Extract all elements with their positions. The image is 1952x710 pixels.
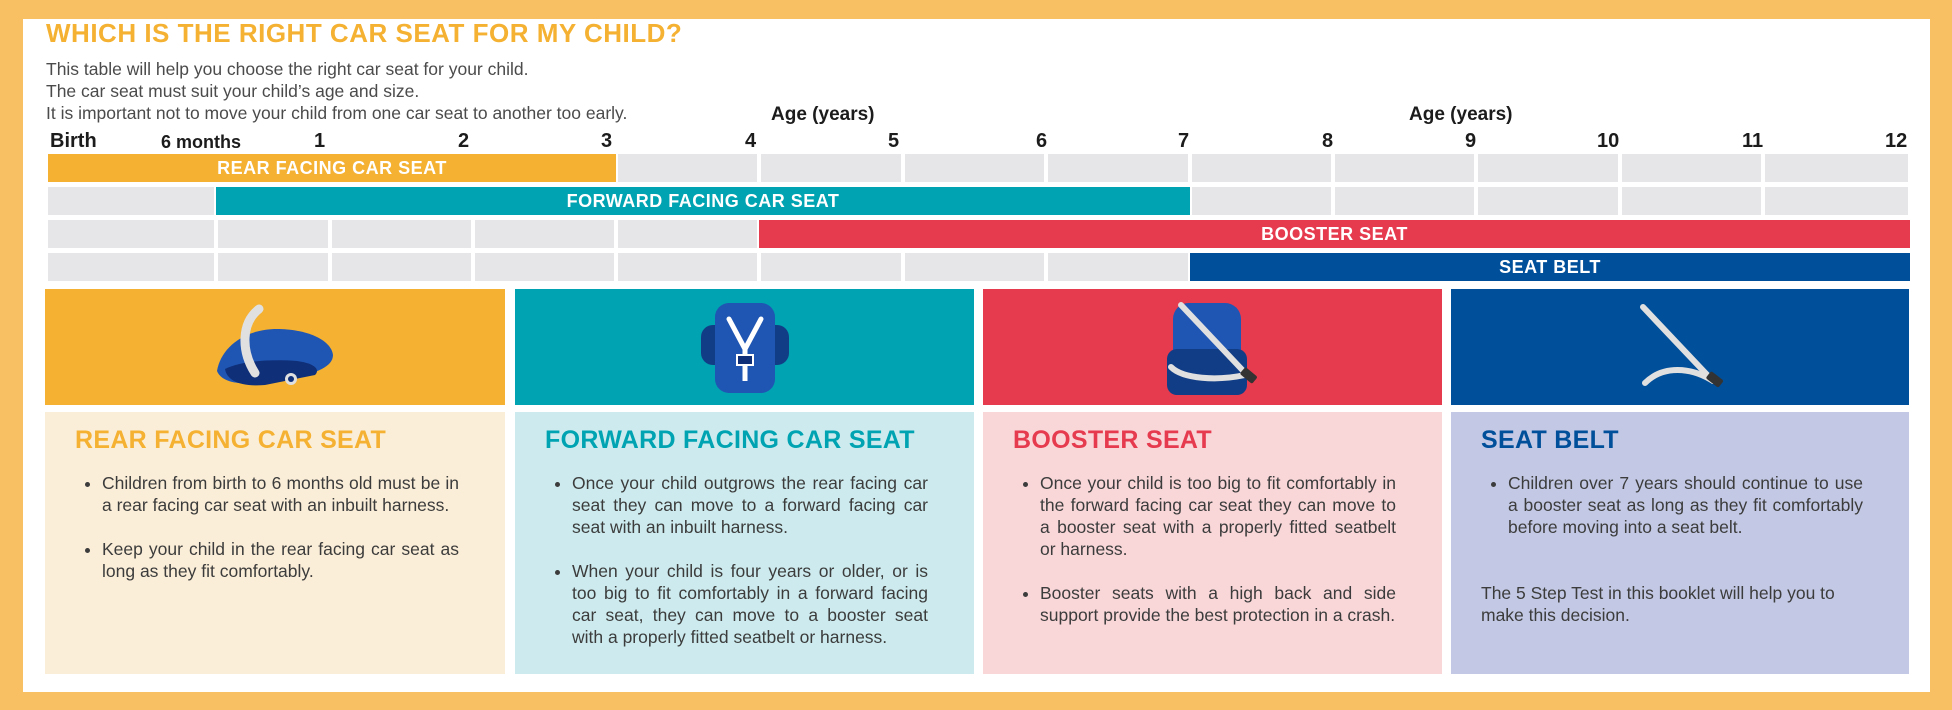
bullet-item: • Children from birth to 6 months old must be in a rear facing car seat with an inbuilt harness.	[102, 472, 459, 516]
timeline-empty-cell	[1335, 154, 1474, 182]
timeline-bar-booster: BOOSTER SEAT	[759, 220, 1910, 248]
booster-info-box	[983, 412, 1442, 674]
age-tick: 8	[1322, 130, 1334, 152]
forward-facing-seat-icon	[515, 289, 974, 405]
age-tick: 1	[314, 130, 326, 152]
intro-line: It is important not to move your child from one car seat to another too early.	[46, 103, 628, 123]
rear-facing-info-box	[45, 412, 505, 674]
timeline-empty-cell	[218, 220, 328, 248]
timeline-bar-forward-facing: FORWARD FACING CAR SEAT	[216, 187, 1190, 215]
timeline-bar-rear-facing: REAR FACING CAR SEAT	[48, 154, 616, 182]
timeline-empty-cell	[1765, 187, 1908, 215]
forward-facing-bullets	[545, 472, 928, 670]
timeline-empty-cell	[618, 253, 757, 281]
seat-belt-heading: SEAT BELT	[1481, 426, 1619, 454]
timeline-empty-cell	[48, 220, 214, 248]
timeline-bar-seat-belt: SEAT BELT	[1190, 253, 1910, 281]
timeline-empty-cell	[1622, 187, 1761, 215]
age-tick: Birth	[50, 130, 97, 152]
bullet-item: • Once your child outgrows the rear facing car seat they can move to a forward facing car seat with an inbuilt harness.	[572, 472, 928, 538]
rear-facing-heading: REAR FACING CAR SEAT	[75, 426, 387, 454]
booster-seat-icon	[983, 289, 1442, 405]
age-tick: 12	[1885, 130, 1908, 152]
age-tick: 6	[1036, 130, 1048, 152]
rear-facing-icon-band	[45, 289, 505, 405]
forward-facing-icon-band	[515, 289, 974, 405]
timeline-row-rear	[48, 154, 1910, 182]
bullet-item: • Booster seats with a high back and side support provide the best protection in a crash.	[1040, 582, 1396, 626]
intro-line: The car seat must suit your child’s age and size.	[46, 81, 420, 101]
timeline-row-booster	[48, 220, 1910, 248]
timeline-empty-cell	[1192, 154, 1331, 182]
intro-text	[46, 58, 627, 124]
timeline-empty-cell	[761, 154, 901, 182]
bullet-item: • When your child is four years or older, or is too big to fit comfortably in a forward facing car seat, they can move to a booster seat with a properly fitted seatbelt or harness.	[572, 560, 928, 648]
timeline-empty-cell	[1478, 187, 1618, 215]
timeline-empty-cell	[332, 220, 471, 248]
booster-icon-band	[983, 289, 1442, 405]
timeline-empty-cell	[1192, 187, 1331, 215]
age-tick: 11	[1742, 130, 1764, 152]
timeline-empty-cell	[48, 253, 214, 281]
seat-belt-icon-band	[1451, 289, 1909, 405]
age-tick: 2	[458, 130, 470, 152]
timeline-empty-cell	[475, 253, 614, 281]
timeline-empty-cell	[1335, 187, 1474, 215]
intro-line: This table will help you choose the right car seat for your child.	[46, 59, 529, 79]
timeline-empty-cell	[475, 220, 614, 248]
timeline-empty-cell	[1765, 154, 1908, 182]
seat-belt-info-box	[1451, 412, 1909, 674]
axis-title-left: Age (years)	[771, 104, 875, 125]
forward-facing-heading: FORWARD FACING CAR SEAT	[545, 426, 915, 454]
bullet-item: • Once your child is too big to fit comfortably in the forward facing car seat they can move to a booster seat with a properly fitted seatbelt or harness.	[1040, 472, 1396, 560]
timeline-empty-cell	[1048, 154, 1188, 182]
timeline-empty-cell	[905, 253, 1044, 281]
timeline-empty-cell	[332, 253, 471, 281]
timeline-empty-cell	[48, 187, 214, 215]
age-tick: 10	[1597, 130, 1620, 152]
age-tick: 5	[888, 130, 900, 152]
bullet-item: • Children over 7 years should continue to use a booster seat as long as they fit comfortably before moving into a seat belt.	[1508, 472, 1863, 538]
age-tick: 9	[1465, 130, 1477, 152]
seat-belt-bullets	[1481, 472, 1863, 560]
timeline-row-forward	[48, 187, 1910, 215]
timeline-empty-cell	[1478, 154, 1618, 182]
axis-title-right: Age (years)	[1409, 104, 1513, 125]
timeline-empty-cell	[1048, 253, 1188, 281]
bullet-item: • Keep your child in the rear facing car seat as long as they fit comfortably.	[102, 538, 459, 582]
age-tick: 7	[1178, 130, 1190, 152]
booster-bullets	[1013, 472, 1396, 648]
booster-heading: BOOSTER SEAT	[1013, 426, 1212, 454]
rear-facing-seat-icon	[45, 289, 505, 405]
five-step-note: The 5 Step Test in this booklet will help you to make this decision.	[1481, 583, 1835, 625]
timeline-empty-cell	[618, 220, 757, 248]
page-title: WHICH IS THE RIGHT CAR SEAT FOR MY CHILD?	[46, 18, 683, 48]
age-tick: 3	[601, 130, 613, 152]
rear-facing-bullets	[75, 472, 459, 604]
forward-facing-info-box	[515, 412, 974, 674]
seat-belt-icon	[1451, 289, 1909, 405]
timeline-empty-cell	[1622, 154, 1761, 182]
timeline-row-seatbelt	[48, 253, 1910, 281]
timeline-empty-cell	[218, 253, 328, 281]
timeline-empty-cell	[905, 154, 1044, 182]
age-tick: 6 months	[161, 132, 242, 152]
timeline-empty-cell	[761, 253, 901, 281]
timeline-empty-cell	[618, 154, 757, 182]
age-tick: 4	[745, 130, 757, 152]
